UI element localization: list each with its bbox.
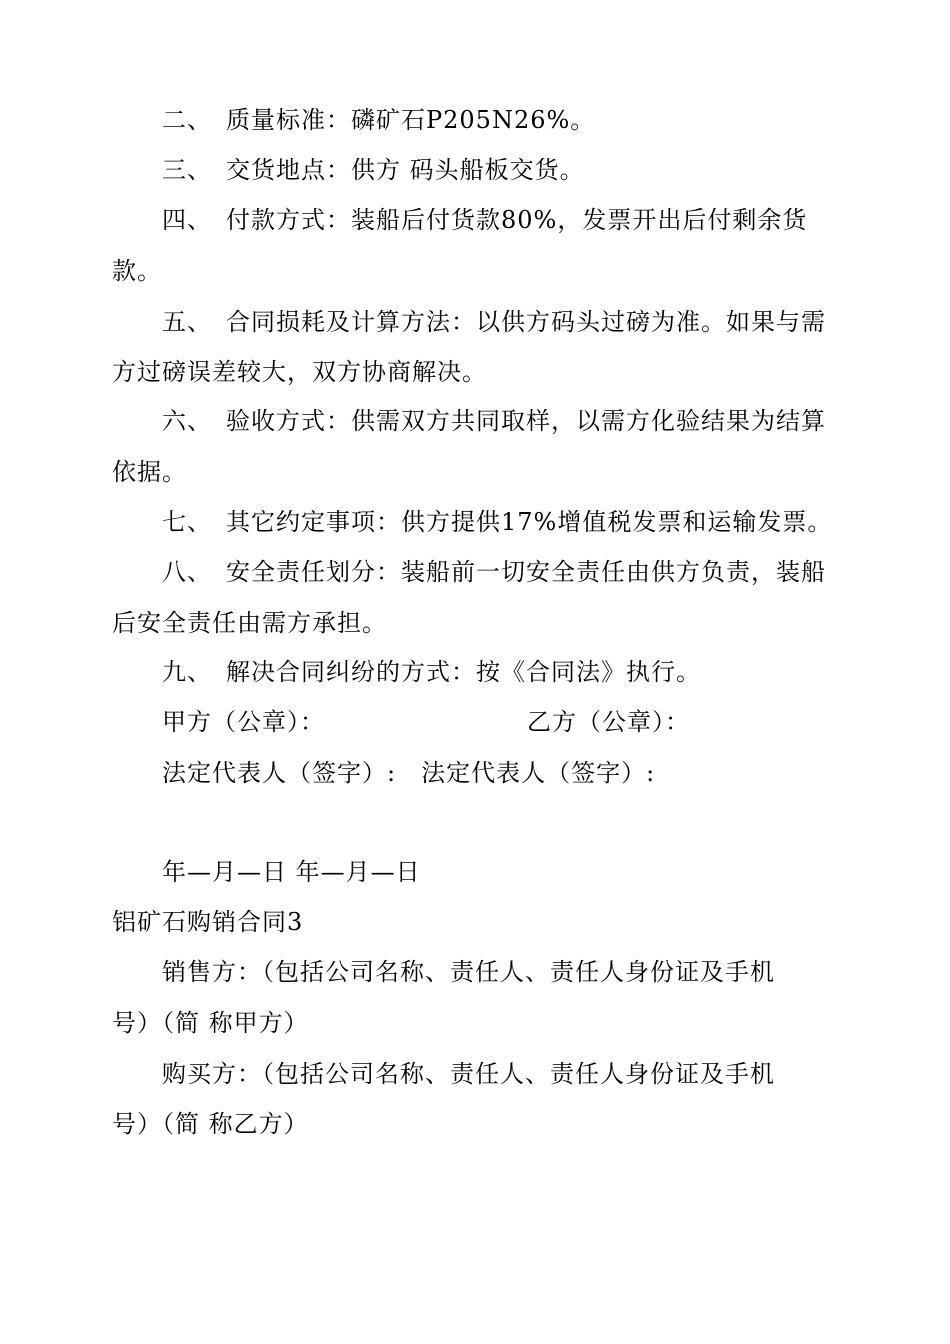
clause-number: 二、 xyxy=(162,106,212,134)
clause-number: 五、 xyxy=(162,308,212,336)
clause-text: 验收方式：供需双方共同取样，以需方化验结果为结算 xyxy=(226,407,826,435)
seller-line-2: 号）（简 称甲方） xyxy=(112,1009,309,1037)
clause-text: 交货地点：供方 码头船板交货。 xyxy=(226,156,585,184)
seller-line-1: 销售方：（包括公司名称、责任人、责任人身份证及手机 xyxy=(162,958,775,986)
clause-number: 六、 xyxy=(162,407,212,435)
clause-5-continuation: 方过磅误差较大，双方协商解决。 xyxy=(112,358,487,386)
clause-9 xyxy=(162,657,852,687)
clause-8 xyxy=(162,557,852,587)
clause-number: 四、 xyxy=(162,206,212,234)
clause-text: 其它约定事项：供方提供17%增值税发票和运输发票。 xyxy=(226,508,833,536)
clause-3 xyxy=(162,155,852,185)
contract-title: 铝矿石购销合同3 xyxy=(112,908,304,936)
clause-number: 三、 xyxy=(162,156,212,184)
buyer-line-2: 号）（简 称乙方） xyxy=(112,1110,309,1138)
signature-date-row: 年—月—日 年—月—日 xyxy=(162,858,421,886)
clause-2 xyxy=(162,105,852,135)
clause-7 xyxy=(162,507,852,537)
clause-text: 付款方式：装船后付货款80%，发票开出后付剩余货 xyxy=(226,206,808,234)
party-b-seal-label: 乙方（公章）： xyxy=(527,708,690,736)
clause-6 xyxy=(162,406,852,436)
legal-representative-row: 法定代表人（签字）: 法定代表人（签字）: xyxy=(162,759,656,787)
party-a-seal-label: 甲方（公章）： xyxy=(162,708,325,736)
clause-text: 质量标准：磷矿石P205N26%。 xyxy=(226,106,596,134)
clause-text: 合同损耗及计算方法：以供方码头过磅为准。如果与需 xyxy=(226,308,826,336)
clause-number: 八、 xyxy=(162,558,212,586)
clause-6-continuation: 依据。 xyxy=(112,458,187,486)
buyer-line-1: 购买方：（包括公司名称、责任人、责任人身份证及手机 xyxy=(162,1060,775,1088)
clause-4-continuation: 款。 xyxy=(112,257,162,285)
clause-number: 七、 xyxy=(162,508,212,536)
clause-number: 九、 xyxy=(162,658,212,686)
clause-5 xyxy=(162,307,852,337)
clause-8-continuation: 后安全责任由需方承担。 xyxy=(112,609,387,637)
clause-4 xyxy=(162,205,852,235)
clause-text: 解决合同纠纷的方式：按《合同法》执行。 xyxy=(226,658,701,686)
clause-text: 安全责任划分：装船前一切安全责任由供方负责，装船 xyxy=(226,558,826,586)
